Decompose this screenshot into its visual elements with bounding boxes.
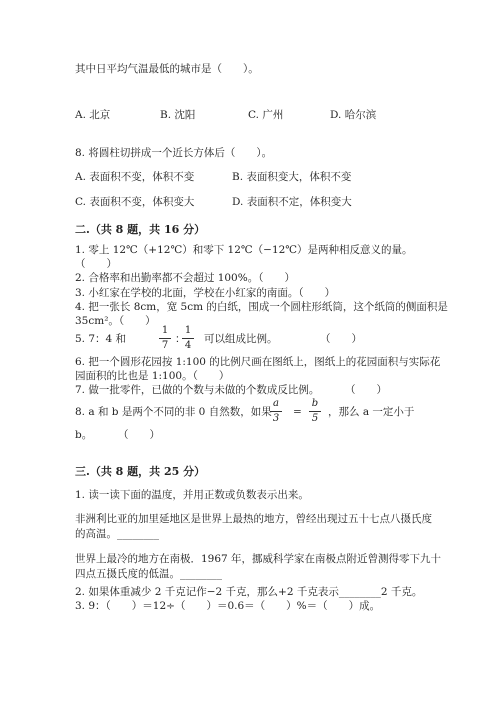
s2-q4-line2: 35cm²。（ ） (75, 315, 156, 327)
question-8-stem: 8. 将圆柱切拼成一个近长方体后（ ）。 (75, 147, 273, 159)
fraction-numerator: a (273, 398, 279, 409)
s3-p2-line2: 四点五摄氏度的低温。________ (75, 568, 222, 580)
s2-q8-fraction-b (308, 398, 322, 425)
s2-q8-paren: （ ） (118, 429, 160, 441)
s2-q6-line1: 6. 把一个圆形花园按 1:100 的比例尺画在图纸上，图纸上的花园面积与实际花 (75, 356, 441, 368)
s2-q1-line1: 1. 零上 12℃（+12℃）和零下 12℃（−12℃）是两种相反意义的量。 (75, 244, 413, 256)
s2-q7: 7. 做一批零件，已做的个数与未做的个数成反比例。 (75, 384, 320, 396)
fraction-bar (182, 338, 194, 339)
fraction-bar (309, 411, 321, 412)
s2-q2: 2. 合格率和出勤率都不会超过 100%。（ ） (75, 272, 295, 284)
s3-q1: 1. 读一读下面的温度，并用正数或负数表示出来。 (75, 489, 309, 501)
s2-q8-suffix: ，那么 a 一定小于 (328, 406, 415, 418)
s2-q5-colon: ： (175, 333, 186, 345)
s3-q2: 2. 如果体重减少 2 千克记作−2 千克，那么+2 千克表示________2 千克。 (75, 586, 423, 598)
s3-p1-line1: 非洲利比亚的加里延地区是世界上最热的地方，曾经出现过五十七点八摄氏度 (75, 513, 432, 525)
section-3-heading: 三.（共 8 题，共 25 分） (75, 465, 206, 478)
fraction-numerator: 1 (184, 325, 192, 336)
fraction-bar (270, 411, 282, 412)
s2-q5-fraction-1 (158, 325, 172, 352)
s2-q7-paren: （ ） (345, 384, 387, 396)
fraction-numerator: b (311, 398, 319, 409)
s2-q4-line1: 4. 把一张长 8cm，宽 5cm 的白纸，围成一个圆柱形纸筒，这个纸筒的侧面积是 (75, 301, 448, 313)
option-a: A. 北京 (75, 109, 111, 121)
q8-option-d: D. 表面积不定，体积变大 (232, 196, 352, 208)
s2-q5-fraction-2 (181, 325, 195, 352)
fraction-numerator: 1 (161, 325, 169, 336)
s2-q8-line2: b。 (75, 429, 93, 441)
s2-q5-paren: （ ） (320, 333, 362, 345)
question-stem: 其中日平均气温最低的城市是（ ）。 (75, 63, 259, 75)
option-c: C. 广州 (248, 109, 284, 121)
s2-q5-prefix: 5. 7：4 和 (75, 333, 127, 345)
section-2-heading: 二.（共 8 题，共 16 分） (75, 223, 206, 236)
s2-q1-line2: （ ） (75, 258, 117, 270)
q8-option-b: B. 表面积变大，体积不变 (232, 171, 352, 183)
option-d: D. 哈尔滨 (330, 109, 377, 121)
s3-q3: 3. 9：（ ）＝12÷（ ）＝0.6＝（ ）%＝（ ）成。 (75, 600, 381, 612)
s2-q6-line2: 园面积的比也是 1:100。（ ） (75, 370, 230, 382)
fraction-denominator: 5 (311, 413, 319, 424)
s2-q5-suffix: 可以组成比例。 (204, 333, 278, 345)
q8-option-c: C. 表面积不变，体积变大 (75, 196, 195, 208)
fraction-denominator: 3 (272, 413, 280, 424)
s3-p1-line2: 的高温。________ (75, 528, 159, 540)
s2-q8-prefix: 8. a 和 b 是两个不同的非 0 自然数，如果 (75, 406, 272, 418)
s2-q8-equals: = (293, 406, 302, 418)
s3-p2-line1: 世界上最冷的地方在南极．1967 年，挪威科学家在南极点附近曾测得零下九十 (75, 553, 442, 565)
s2-q8-fraction-a (269, 398, 283, 425)
s2-q3: 3. 小红家在学校的北面，学校在小红家的南面。（ ） (75, 287, 336, 299)
q8-option-a: A. 表面积不变，体积不变 (75, 171, 195, 183)
fraction-bar (159, 338, 171, 339)
fraction-denominator: 4 (184, 340, 192, 351)
fraction-denominator: 7 (161, 340, 169, 351)
option-b: B. 沈阳 (160, 109, 196, 121)
